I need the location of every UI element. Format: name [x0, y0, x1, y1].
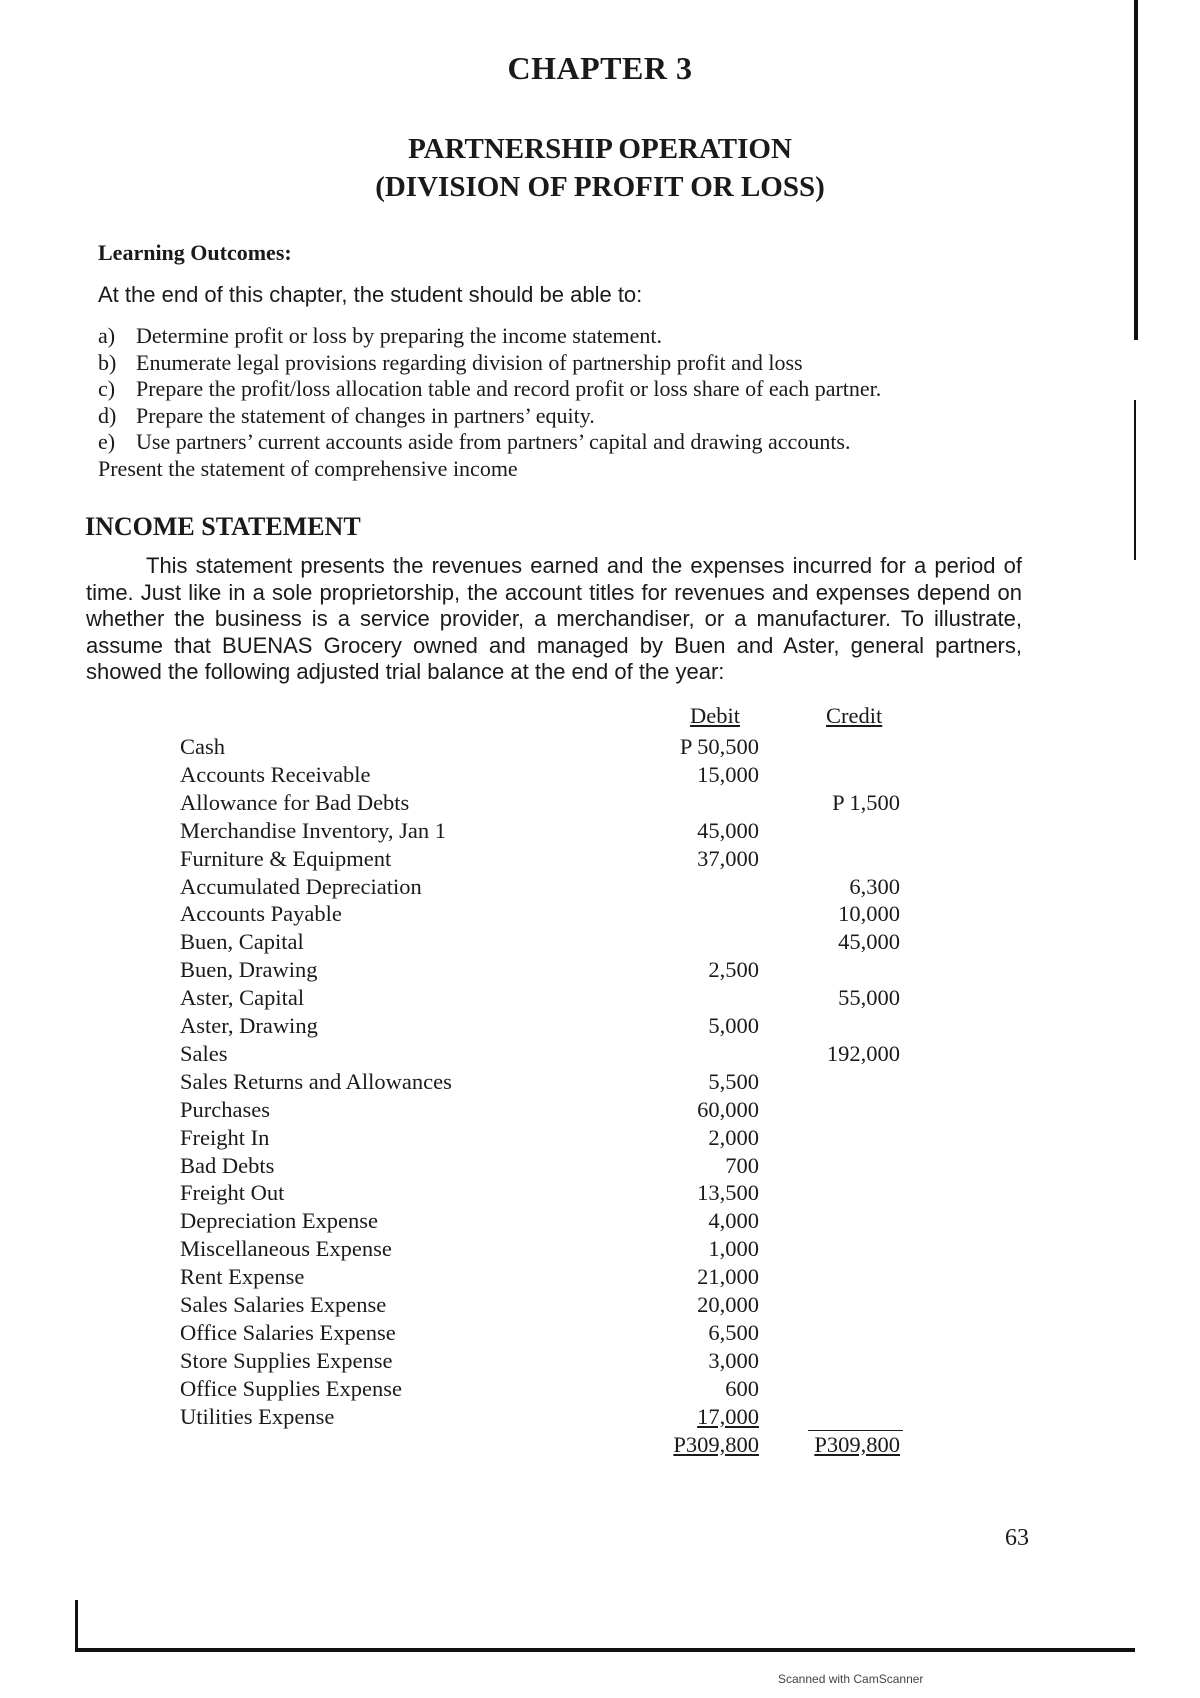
section-heading: INCOME STATEMENT [85, 512, 361, 541]
table-row [180, 1319, 900, 1347]
table-row [180, 928, 900, 956]
credit-amount: 10,000 [838, 901, 900, 927]
account-name: Sales Salaries Expense [180, 1292, 387, 1317]
account-name: Rent Expense [180, 1264, 305, 1290]
scan-edge-shadow [75, 1600, 78, 1652]
chapter-subtitle-line2: (DIVISION OF PROFIT OR LOSS) [375, 171, 825, 203]
list-item-text: Prepare the statement of changes in partners’ equity. [136, 402, 595, 428]
account-name: Utilities Expense [180, 1403, 335, 1429]
account-name: Accumulated Depreciation [180, 873, 422, 899]
debit-amount: 20,000 [697, 1292, 759, 1317]
scanner-watermark: Scanned with CamScanner [778, 1672, 924, 1686]
table-row [180, 1347, 900, 1375]
account-name: Accounts Receivable [180, 761, 371, 787]
page-bottom-border [75, 1648, 1135, 1652]
total-credit: P309,800 [814, 1431, 900, 1457]
table-row [180, 1291, 900, 1319]
account-name: Depreciation Expense [180, 1208, 379, 1234]
table-row [180, 900, 900, 928]
debit-amount: 5,000 [708, 1013, 759, 1038]
debit-amount: 700 [725, 1152, 759, 1178]
table-row [180, 789, 900, 817]
list-item-text: Use partners’ current accounts aside from partners’ capital and drawing accounts. [136, 429, 851, 454]
credit-column-header: Credit [826, 703, 883, 728]
account-name: Merchandise Inventory, Jan 1 [180, 817, 446, 843]
table-row [180, 1012, 900, 1040]
account-name: Miscellaneous Expense [180, 1236, 392, 1262]
account-name: Freight Out [180, 1180, 285, 1206]
account-name: Cash [180, 734, 225, 759]
credit-amount: 55,000 [838, 985, 900, 1011]
credit-amount: P 1,500 [832, 789, 900, 815]
account-name: Buen, Capital [180, 929, 304, 955]
table-row [180, 1068, 900, 1096]
total-debit: P309,800 [673, 1431, 759, 1457]
debit-amount: 3,000 [708, 1347, 759, 1373]
chapter-subtitle-line1: PARTNERSHIP OPERATION [408, 133, 792, 165]
table-row [180, 817, 900, 845]
account-name: Buen, Drawing [180, 957, 318, 983]
debit-amount: 45,000 [697, 817, 759, 843]
list-item-letter: c) [98, 376, 116, 401]
paragraph-text: This statement presents the revenues earned and the expenses incurred for a period of time. Just like in a sole proprietorship, the account titles for revenues and expenses depend on whether the business is a service provider, a merchandiser, or a manufacturer. To illustrate, assume that BUENAS Grocery owned and managed by Buen and Aster, general partners, showed the following adjusted trial balance at the end of the year: [86, 553, 1022, 684]
table-row [180, 984, 900, 1012]
list-item-letter: a) [98, 323, 116, 348]
table-row [180, 1263, 900, 1291]
page-number: 63 [1005, 1525, 1029, 1551]
account-name: Office Salaries Expense [180, 1319, 396, 1345]
credit-amount: 6,300 [849, 873, 900, 899]
table-row [180, 733, 900, 761]
account-name: Aster, Capital [180, 985, 305, 1011]
list-item-text: Enumerate legal provisions regarding division of partnership profit and loss [136, 349, 803, 375]
credit-amount: 192,000 [826, 1040, 900, 1066]
account-name: Allowance for Bad Debts [180, 789, 410, 815]
list-item-text: Prepare the profit/loss allocation table and record profit or loss share of each partner. [136, 376, 882, 401]
scan-edge-shadow [1134, 0, 1138, 340]
account-name: Office Supplies Expense [180, 1375, 403, 1401]
table-row [180, 1124, 900, 1152]
scan-edge-shadow [1134, 400, 1136, 560]
debit-amount: 37,000 [697, 845, 759, 871]
debit-amount: 600 [725, 1375, 759, 1401]
table-row [180, 1375, 900, 1403]
debit-amount: 17,000 [697, 1403, 759, 1429]
credit-total-rule [808, 1430, 903, 1431]
account-name: Store Supplies Expense [180, 1347, 393, 1373]
account-name: Accounts Payable [180, 901, 342, 927]
account-name: Sales [180, 1040, 228, 1066]
account-name: Purchases [180, 1096, 270, 1122]
table-row [180, 1152, 900, 1180]
debit-amount: 13,500 [697, 1180, 759, 1206]
list-item-text: Determine profit or loss by preparing the income statement. [136, 323, 663, 348]
debit-amount: 1,000 [708, 1236, 759, 1262]
table-row [180, 1096, 900, 1124]
account-name: Freight In [180, 1124, 270, 1150]
table-row [180, 1403, 900, 1431]
learning-outcomes-heading: Learning Outcomes: [98, 240, 292, 265]
debit-amount: 5,500 [708, 1068, 759, 1094]
table-row [180, 1040, 900, 1068]
table-row [180, 1207, 900, 1235]
chapter-title: CHAPTER 3 [507, 50, 693, 86]
debit-amount: 2,000 [708, 1124, 759, 1150]
debit-column-header: Debit [690, 703, 740, 728]
debit-amount: 21,000 [697, 1264, 759, 1290]
table-row [180, 1179, 900, 1207]
list-item-letter: e) [98, 429, 116, 454]
learning-outcomes-intro: At the end of this chapter, the student should be able to: [98, 282, 643, 307]
account-name: Bad Debts [180, 1152, 275, 1178]
table-row [180, 873, 900, 901]
table-row [180, 1235, 900, 1263]
table-row [180, 845, 900, 873]
table-row [180, 761, 900, 789]
credit-amount: 45,000 [838, 929, 900, 955]
debit-amount: 60,000 [697, 1096, 759, 1122]
account-name: Furniture & Equipment [180, 845, 392, 871]
table-total-row [180, 1431, 900, 1459]
account-name: Sales Returns and Allowances [180, 1068, 452, 1094]
list-item-letter: b) [98, 349, 117, 375]
debit-amount: 15,000 [697, 761, 759, 787]
list-item-letter: d) [98, 402, 117, 428]
debit-amount: 6,500 [708, 1319, 759, 1345]
debit-amount: 2,500 [708, 957, 759, 983]
debit-amount: P 50,500 [679, 734, 759, 759]
list-item-text: Present the statement of comprehensive income [98, 455, 518, 481]
account-name: Aster, Drawing [180, 1013, 318, 1038]
debit-amount: 4,000 [708, 1208, 759, 1234]
table-row [180, 956, 900, 984]
